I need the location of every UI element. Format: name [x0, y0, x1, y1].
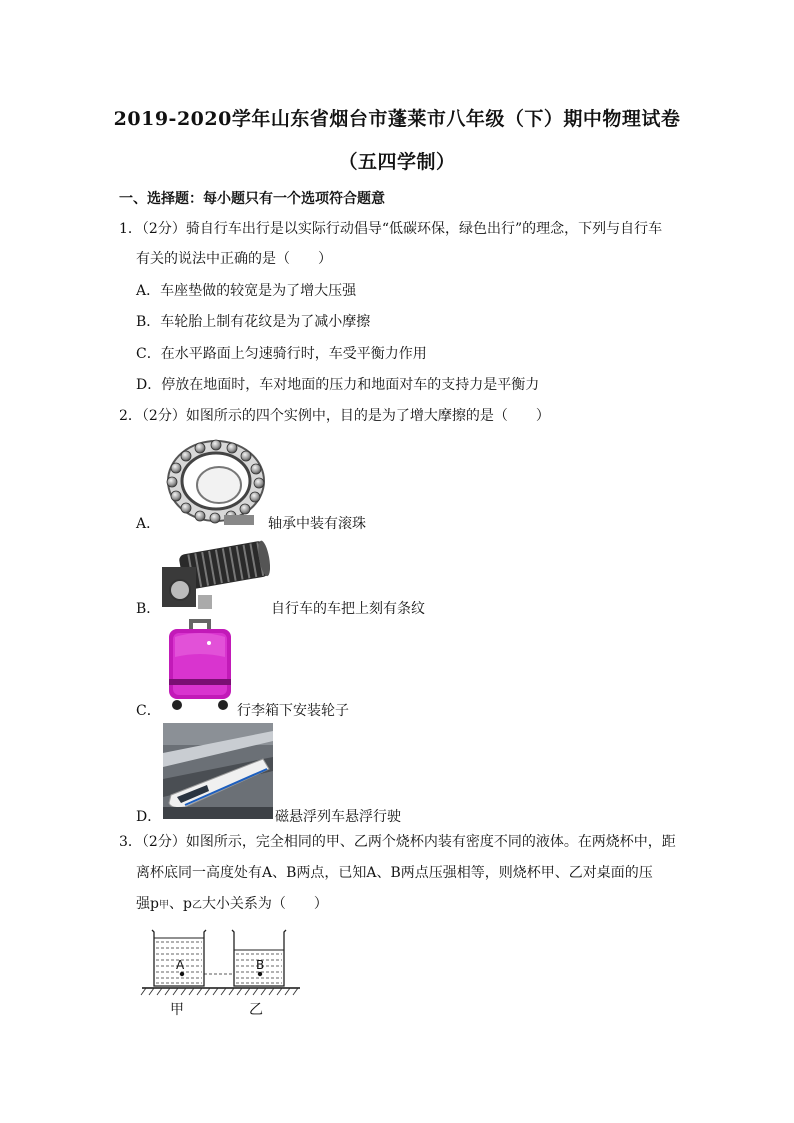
q2-stem: 2．（2分）如图所示的四个实例中，目的是为了增大摩擦的是（ ） — [119, 408, 550, 424]
document-subtitle: （五四学制） — [338, 151, 456, 173]
maglev-train-image — [163, 723, 273, 819]
q3-sub-yi: 乙 — [191, 900, 202, 911]
q2-option-d-letter[interactable]: D． — [136, 809, 162, 825]
point-b-label: B — [256, 958, 265, 972]
q1-option-a[interactable]: A．车座垫做的较宽是为了增大压强 — [136, 283, 357, 299]
q3-text-p-yi: 、p — [168, 896, 192, 912]
q1-option-c[interactable]: C．在水平路面上匀速骑行时，车受平衡力作用 — [136, 346, 427, 362]
q1-stem-line1: 1．（2分）骑自行车出行是以实际行动倡导“低碳环保，绿色出行”的理念，下列与自行车 — [119, 221, 663, 237]
q2-option-b-caption: 自行车的车把上刻有条纹 — [271, 601, 425, 617]
q2-option-b-letter[interactable]: B． — [136, 601, 161, 617]
beakers-figure — [140, 924, 302, 996]
q3-stem-line3 — [136, 893, 328, 913]
q2-option-c-letter[interactable]: C． — [136, 703, 161, 719]
q2-option-a-letter[interactable]: A． — [136, 516, 161, 532]
q3-stem-line2: 离杯底同一高度处有A、B两点，已知A、B两点压强相等，则烧杯甲、乙对桌面的压 — [136, 865, 653, 881]
document-title: 2019-2020学年山东省烟台市蓬莱市八年级（下）期中物理试卷 — [113, 108, 681, 130]
q1-option-d[interactable]: D．停放在地面时，车对地面的压力和地面对车的支持力是平衡力 — [136, 377, 540, 393]
q2-option-d-caption: 磁悬浮列车悬浮行驶 — [275, 809, 401, 825]
q3-sub-jia: 甲 — [158, 900, 169, 911]
beaker-yi-label: 乙 — [249, 1002, 263, 1018]
rolling-suitcase-image — [165, 617, 235, 711]
q3-stem-line1: 3．（2分）如图所示，完全相同的甲、乙两个烧杯内装有密度不同的液体。在两烧杯中，距 — [119, 834, 676, 850]
q1-stem-line2: 有关的说法中正确的是（ ） — [136, 251, 332, 267]
ball-bearing-image — [162, 435, 270, 531]
bike-handle-grip-image — [162, 535, 270, 611]
section-heading: 一、选择题：每小题只有一个选项符合题意 — [119, 191, 385, 207]
q3-text-tail: 大小关系为（ ） — [201, 896, 328, 912]
q3-text-p-jia: 强p — [136, 896, 159, 912]
q2-option-c-caption: 行李箱下安装轮子 — [237, 703, 349, 719]
q1-option-b[interactable]: B．车轮胎上制有花纹是为了减小摩擦 — [136, 314, 371, 330]
q2-option-a-caption: 轴承中装有滚珠 — [268, 516, 366, 532]
beaker-jia-label: 甲 — [170, 1002, 184, 1018]
point-a-label: A — [176, 958, 185, 972]
